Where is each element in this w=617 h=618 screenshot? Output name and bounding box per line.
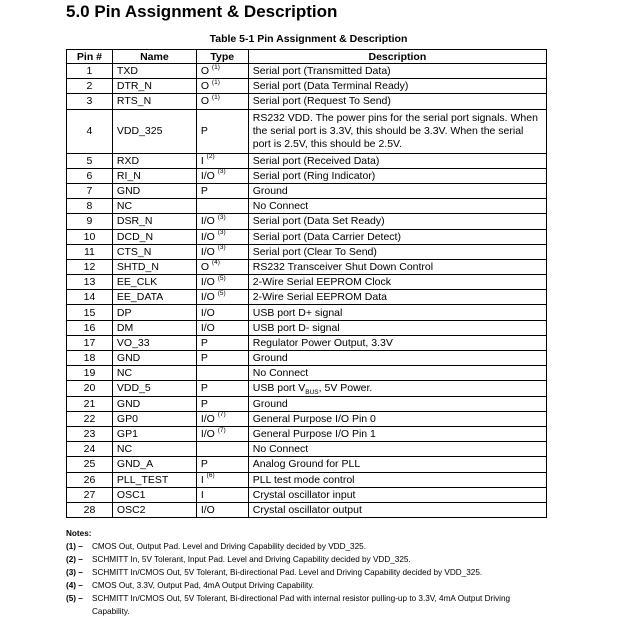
- pin-type: [196, 168, 248, 183]
- pin-description-text: Analog Ground for PLL: [252, 458, 361, 471]
- pin-description: [248, 411, 546, 426]
- table-caption: Table 5-1 Pin Assignment & Description: [209, 33, 408, 45]
- pin-type-value: P: [200, 336, 208, 349]
- table-row: [67, 442, 547, 457]
- pin-description-text: USB port D+ signal: [252, 306, 343, 319]
- pin-description: [248, 472, 546, 487]
- table-body: [67, 64, 547, 518]
- pin-name: EE_CLK: [112, 275, 196, 290]
- note-number: (3) –: [66, 568, 83, 577]
- pin-type-value: O: [200, 80, 209, 93]
- note-text: SCHMITT In, 5V Tolerant, Input Pad. Level and Driving Capability decided by VDD_325.: [92, 555, 411, 564]
- pin-number: 6: [67, 168, 113, 183]
- pin-number: 26: [67, 472, 113, 487]
- pin-name: SHTD_N: [112, 259, 196, 274]
- notes-title: Notes:: [66, 529, 92, 538]
- pin-description: [248, 426, 546, 441]
- note-number: (5) –: [66, 594, 83, 603]
- pin-description-text: USB port V: [252, 382, 306, 395]
- pin-description-text: Serial port (Request To Send): [252, 95, 391, 108]
- section-title: 5.0 Pin Assignment & Description: [66, 2, 338, 21]
- pin-description-text: 2-Wire Serial EEPROM Data: [252, 291, 387, 304]
- pin-number: 18: [67, 351, 113, 366]
- footnote-ref: (3): [217, 244, 226, 252]
- pin-type: [196, 229, 248, 244]
- table-row: [67, 457, 547, 472]
- pin-type: [196, 259, 248, 274]
- pin-name: GP1: [112, 426, 196, 441]
- pin-type-value: O: [200, 260, 209, 273]
- pin-type-value: I/O: [200, 169, 215, 182]
- pin-description: [248, 64, 546, 79]
- table-row: [67, 487, 547, 502]
- pin-description: [248, 320, 546, 335]
- pin-description-text: Serial port (Received Data): [252, 154, 380, 167]
- pin-type-value: P: [200, 124, 208, 137]
- table-row: [67, 183, 547, 198]
- pin-description-text: No Connect: [252, 367, 309, 380]
- pin-name: NC: [112, 199, 196, 214]
- pin-type: [196, 351, 248, 366]
- pin-description: [248, 214, 546, 229]
- pin-description: [248, 153, 546, 168]
- pin-number: 19: [67, 366, 113, 381]
- footnote-ref: (1): [211, 63, 220, 71]
- note-item: [66, 579, 546, 592]
- pin-type-value: O: [200, 95, 209, 108]
- pin-type: [196, 183, 248, 198]
- pin-number: 20: [67, 381, 113, 396]
- pin-type-value: I: [200, 488, 204, 501]
- pin-type-value: I: [200, 473, 204, 486]
- pin-type: [196, 244, 248, 259]
- pin-type: [196, 457, 248, 472]
- pin-number: 12: [67, 259, 113, 274]
- table-row: [67, 244, 547, 259]
- note-number: (2) –: [66, 555, 83, 564]
- table-row: [67, 94, 547, 109]
- pin-description-text: USB port D- signal: [252, 321, 340, 334]
- pin-description-text: RS232 Transceiver Shut Down Control: [252, 260, 434, 273]
- note-item: [66, 566, 546, 579]
- pin-number: 10: [67, 229, 113, 244]
- pin-type-value: I/O: [200, 412, 215, 425]
- pin-number: 22: [67, 411, 113, 426]
- pin-number: 8: [67, 199, 113, 214]
- pin-name: DCD_N: [112, 229, 196, 244]
- footnote-ref: (1): [211, 93, 220, 101]
- pin-name: GP0: [112, 411, 196, 426]
- table-row: [67, 320, 547, 335]
- pin-name: DM: [112, 320, 196, 335]
- pin-number: 15: [67, 305, 113, 320]
- pin-type: [196, 335, 248, 350]
- notes-section: [66, 527, 546, 618]
- pin-name: VDD_5: [112, 381, 196, 396]
- pin-type-value: I/O: [200, 276, 215, 289]
- pin-description: [248, 199, 546, 214]
- table-row: [67, 305, 547, 320]
- pin-number: 4: [67, 109, 113, 153]
- pin-description: [248, 366, 546, 381]
- pin-description: [248, 259, 546, 274]
- pin-name: RTS_N: [112, 94, 196, 109]
- pin-description: [248, 396, 546, 411]
- table-row: [67, 396, 547, 411]
- footnote-ref: (6): [206, 472, 215, 480]
- pin-number: 5: [67, 153, 113, 168]
- table-row: [67, 472, 547, 487]
- pin-description: [248, 79, 546, 94]
- footnote-ref: (3): [217, 229, 226, 237]
- pin-name: EE_DATA: [112, 290, 196, 305]
- pin-type: [196, 94, 248, 109]
- pin-name: DP: [112, 305, 196, 320]
- pin-type-value: P: [200, 352, 208, 365]
- table-row: [67, 79, 547, 94]
- pin-number: 2: [67, 79, 113, 94]
- pin-number: 3: [67, 94, 113, 109]
- pin-type-value: P: [200, 185, 208, 198]
- pin-number: 1: [67, 64, 113, 79]
- table-row: [67, 290, 547, 305]
- footnote-ref: (3): [217, 213, 226, 221]
- header-description: Description: [248, 50, 546, 64]
- pin-description: [248, 183, 546, 198]
- pin-number: 21: [67, 396, 113, 411]
- pin-name: RXD: [112, 153, 196, 168]
- table-row: [67, 153, 547, 168]
- pin-description-text: PLL test mode control: [252, 473, 355, 486]
- pin-type-value: P: [200, 397, 208, 410]
- pin-name: DTR_N: [112, 79, 196, 94]
- pin-number: 11: [67, 244, 113, 259]
- pin-number: 25: [67, 457, 113, 472]
- footnote-ref: (4): [211, 259, 220, 267]
- table-row: [67, 275, 547, 290]
- pin-type: [196, 199, 248, 214]
- pin-number: 24: [67, 442, 113, 457]
- pin-type-value: I/O: [200, 230, 215, 243]
- pin-name: OSC1: [112, 487, 196, 502]
- pin-description: [248, 168, 546, 183]
- pin-name: GND: [112, 183, 196, 198]
- pin-description-subscript: BUS: [305, 389, 319, 397]
- footnote-ref: (3): [217, 168, 226, 176]
- pin-type-value: I/O: [200, 321, 215, 334]
- pin-description-text: Ground: [252, 352, 288, 365]
- pin-type-value: P: [200, 382, 208, 395]
- pin-type-value: I: [200, 154, 204, 167]
- pin-table: [66, 49, 547, 518]
- pin-type-value: I/O: [200, 428, 215, 441]
- pin-description: [248, 109, 546, 153]
- pin-type: [196, 214, 248, 229]
- pin-description: [248, 290, 546, 305]
- note-item: [66, 553, 546, 566]
- pin-description-suffix: , 5V Power.: [318, 382, 373, 395]
- pin-number: 7: [67, 183, 113, 198]
- table-row: [67, 259, 547, 274]
- table-row: [67, 109, 547, 153]
- pin-description-text: Ground: [252, 397, 288, 410]
- pin-type: [196, 109, 248, 153]
- pin-name: GND: [112, 351, 196, 366]
- pin-name: NC: [112, 442, 196, 457]
- pin-description-text: Serial port (Data Set Ready): [252, 215, 385, 228]
- note-number: (1) –: [66, 542, 83, 551]
- pin-type: [196, 411, 248, 426]
- pin-description: [248, 457, 546, 472]
- pin-name: TXD: [112, 64, 196, 79]
- pin-name: RI_N: [112, 168, 196, 183]
- note-text: SCHMITT In/CMOS Out, 5V Tolerant, Bi-directional Pad. Level and Driving Capability decided by VDD_325.: [92, 568, 483, 577]
- note-text: SCHMITT In/CMOS Out, 5V Tolerant, Bi-directional Pad with internal resistor pulling-up to 3.3V, 4mA Output Driving Capability.: [92, 594, 511, 616]
- note-text: CMOS Out, Output Pad. Level and Driving Capability decided by VDD_325.: [92, 542, 366, 551]
- pin-type-value: I/O: [200, 291, 215, 304]
- pin-type-value: I/O: [200, 306, 215, 319]
- pin-type: [196, 153, 248, 168]
- pin-number: 13: [67, 275, 113, 290]
- pin-description-text: RS232 VDD. The power pins for the serial port signals. When the serial port is 3.3V, this should be 3.3V. When the serial port is 2.5V, this should be 2.5V.: [252, 111, 538, 150]
- pin-description: [248, 502, 546, 517]
- table-row: [67, 381, 547, 396]
- pin-number: 9: [67, 214, 113, 229]
- pin-description-text: 2-Wire Serial EEPROM Clock: [252, 276, 392, 289]
- table-row: [67, 335, 547, 350]
- table-row: [67, 214, 547, 229]
- pin-description-text: General Purpose I/O Pin 0: [252, 412, 376, 425]
- pin-type: [196, 64, 248, 79]
- pin-number: 17: [67, 335, 113, 350]
- note-text: CMOS Out, 3.3V, Output Pad, 4mA Output Driving Capability.: [92, 581, 315, 590]
- pin-description-text: No Connect: [252, 443, 309, 456]
- pin-name: VO_33: [112, 335, 196, 350]
- pin-description-text: No Connect: [252, 200, 309, 213]
- pin-type: [196, 366, 248, 381]
- pin-description-text: Ground: [252, 185, 288, 198]
- table-row: [67, 351, 547, 366]
- table-row: [67, 411, 547, 426]
- footnote-ref: (1): [211, 78, 220, 86]
- header-pin: Pin #: [67, 50, 113, 64]
- pin-description: [248, 305, 546, 320]
- pin-description: [248, 229, 546, 244]
- pin-description-text: Serial port (Data Terminal Ready): [252, 80, 409, 93]
- footnote-ref: (2): [206, 153, 215, 161]
- pin-number: 16: [67, 320, 113, 335]
- table-row: [67, 502, 547, 517]
- pin-description: [248, 351, 546, 366]
- pin-description-text: Crystal oscillator input: [252, 488, 356, 501]
- pin-number: 23: [67, 426, 113, 441]
- table-row: [67, 64, 547, 79]
- pin-type: [196, 426, 248, 441]
- pin-type: [196, 381, 248, 396]
- pin-type-value: I/O: [200, 215, 215, 228]
- header-type: Type: [196, 50, 248, 64]
- notes-list: [66, 540, 546, 618]
- pin-number: 28: [67, 502, 113, 517]
- pin-name: DSR_N: [112, 214, 196, 229]
- pin-name: OSC2: [112, 502, 196, 517]
- pin-name: GND_A: [112, 457, 196, 472]
- table-row: [67, 426, 547, 441]
- pin-name: VDD_325: [112, 109, 196, 153]
- header-name: Name: [112, 50, 196, 64]
- pin-type-value: O: [200, 65, 209, 78]
- pin-description-text: Regulator Power Output, 3.3V: [252, 336, 393, 349]
- pin-type-value: P: [200, 458, 208, 471]
- pin-name: PLL_TEST: [112, 472, 196, 487]
- pin-type: [196, 79, 248, 94]
- pin-type: [196, 472, 248, 487]
- pin-type: [196, 442, 248, 457]
- pin-type: [196, 502, 248, 517]
- pin-type: [196, 396, 248, 411]
- pin-description: [248, 275, 546, 290]
- footnote-ref: (5): [217, 274, 226, 282]
- pin-description-text: Serial port (Transmitted Data): [252, 65, 391, 78]
- note-item: [66, 540, 546, 553]
- table-row: [67, 168, 547, 183]
- pin-description: [248, 244, 546, 259]
- pin-number: 27: [67, 487, 113, 502]
- pin-name: CTS_N: [112, 244, 196, 259]
- pin-description-text: General Purpose I/O Pin 1: [252, 428, 376, 441]
- table-header-row: [67, 50, 547, 64]
- pin-description-text: Serial port (Clear To Send): [252, 245, 377, 258]
- pin-type: [196, 320, 248, 335]
- pin-description-text: Crystal oscillator output: [252, 503, 362, 516]
- note-item: [66, 592, 546, 618]
- pin-type: [196, 290, 248, 305]
- pin-description: [248, 94, 546, 109]
- footnote-ref: (7): [217, 411, 226, 419]
- footnote-ref: (7): [217, 426, 226, 434]
- pin-type: [196, 487, 248, 502]
- pin-number: 14: [67, 290, 113, 305]
- pin-description: [248, 335, 546, 350]
- table-row: [67, 199, 547, 214]
- pin-type: [196, 305, 248, 320]
- pin-description: [248, 442, 546, 457]
- pin-name: NC: [112, 366, 196, 381]
- table-row: [67, 366, 547, 381]
- pin-description: [248, 381, 546, 396]
- pin-type: [196, 275, 248, 290]
- pin-description-text: Serial port (Ring Indicator): [252, 169, 376, 182]
- table-row: [67, 229, 547, 244]
- pin-type-value: I/O: [200, 245, 215, 258]
- pin-description: [248, 487, 546, 502]
- pin-type-value: I/O: [200, 503, 215, 516]
- pin-name: GND: [112, 396, 196, 411]
- footnote-ref: (5): [217, 289, 226, 297]
- note-number: (4) –: [66, 581, 83, 590]
- pin-description-text: Serial port (Data Carrier Detect): [252, 230, 401, 243]
